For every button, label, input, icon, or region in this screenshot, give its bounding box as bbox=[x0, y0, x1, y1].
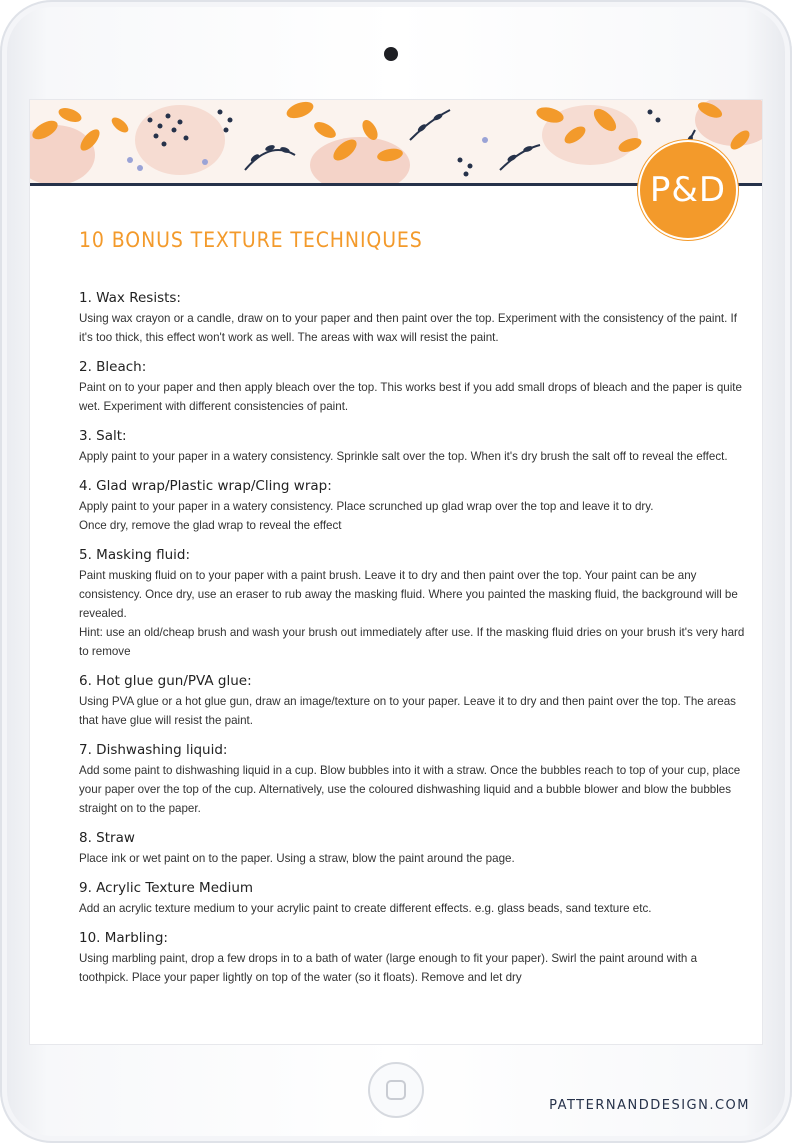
item-description: Using PVA glue or a hot glue gun, draw an image/texture on to your paper. Leave it to dry and then paint over the top. The areas that have glue will resist the paint. bbox=[79, 695, 736, 727]
list-item bbox=[79, 880, 749, 918]
camera-icon bbox=[384, 47, 398, 61]
document-page bbox=[30, 100, 762, 1044]
item-description: Place ink or wet paint on to the paper. Using a straw, blow the paint around the page. bbox=[79, 852, 515, 865]
home-button[interactable] bbox=[368, 1062, 424, 1118]
list-item bbox=[79, 930, 749, 987]
item-description: Add some paint to dishwashing liquid in a cup. Blow bubbles into it with a straw. Once the bubbles reach to top of your cup, place your paper over the top of the cup. Alternatively, use the coloured dishwashing liquid and a bubble blower and blow the bubbles straight on to the paper. bbox=[79, 764, 741, 815]
item-heading: 9. Acrylic Texture Medium bbox=[79, 880, 254, 896]
item-description: Using wax crayon or a candle, draw on to your paper and then paint over the top. Experiment with the consistency of the paint. If it's too thick, this effect won't work as well. The areas with wax will resist the paint. bbox=[79, 312, 737, 344]
list-item bbox=[79, 830, 749, 868]
page-title: 10 BONUS TEXTURE TECHNIQUES bbox=[79, 228, 423, 252]
list-item bbox=[79, 673, 749, 730]
techniques-list bbox=[79, 290, 749, 999]
list-item bbox=[79, 478, 749, 535]
item-description: Add an acrylic texture medium to your acrylic paint to create different effects. e.g. glass beads, sand texture etc. bbox=[79, 902, 652, 915]
item-heading: 4. Glad wrap/Plastic wrap/Cling wrap: bbox=[79, 478, 332, 494]
list-item bbox=[79, 547, 749, 661]
item-heading: 2. Bleach: bbox=[79, 359, 147, 375]
home-icon bbox=[386, 1080, 406, 1100]
item-heading: 7. Dishwashing liquid: bbox=[79, 742, 228, 758]
list-item bbox=[79, 290, 749, 347]
item-description: Paint musking fluid on to your paper with a paint brush. Leave it to dry and then paint over the top. Your paint can be any consistency. Once dry, use an eraser to rub away the masking fluid. Where you painted the masking fluid, the background will be revealed. Hint: use an old/cheap brush and wash your brush out immediately after use. If the masking fluid dries on your brush it's very hard to remove bbox=[79, 569, 745, 658]
item-heading: 8. Straw bbox=[79, 830, 135, 846]
item-heading: 6. Hot glue gun/PVA glue: bbox=[79, 673, 252, 689]
item-heading: 10. Marbling: bbox=[79, 930, 168, 946]
website-label: PATTERNANDDESIGN.COM bbox=[549, 1098, 750, 1113]
item-heading: 5. Masking fluid: bbox=[79, 547, 191, 563]
item-description: Apply paint to your paper in a watery consistency. Place scrunched up glad wrap over the top and leave it to dry. Once dry, remove the glad wrap to reveal the effect bbox=[79, 500, 654, 532]
list-item bbox=[79, 742, 749, 818]
logo-badge: P&D bbox=[638, 140, 738, 240]
item-description: Paint on to your paper and then apply bleach over the top. This works best if you add small drops of bleach and the paper is quite wet. Experiment with different consistencies of paint. bbox=[79, 381, 742, 413]
item-description: Apply paint to your paper in a watery consistency. Sprinkle salt over the top. When it's dry brush the salt off to reveal the effect. bbox=[79, 450, 728, 463]
item-description: Using marbling paint, drop a few drops in to a bath of water (large enough to fit your paper). Swirl the paint around with a toothpick. Place your paper lightly on top of the water (so it floats). Remove and let dry bbox=[79, 952, 698, 984]
item-heading: 3. Salt: bbox=[79, 428, 127, 444]
list-item bbox=[79, 428, 749, 466]
list-item bbox=[79, 359, 749, 416]
item-heading: 1. Wax Resists: bbox=[79, 290, 181, 306]
